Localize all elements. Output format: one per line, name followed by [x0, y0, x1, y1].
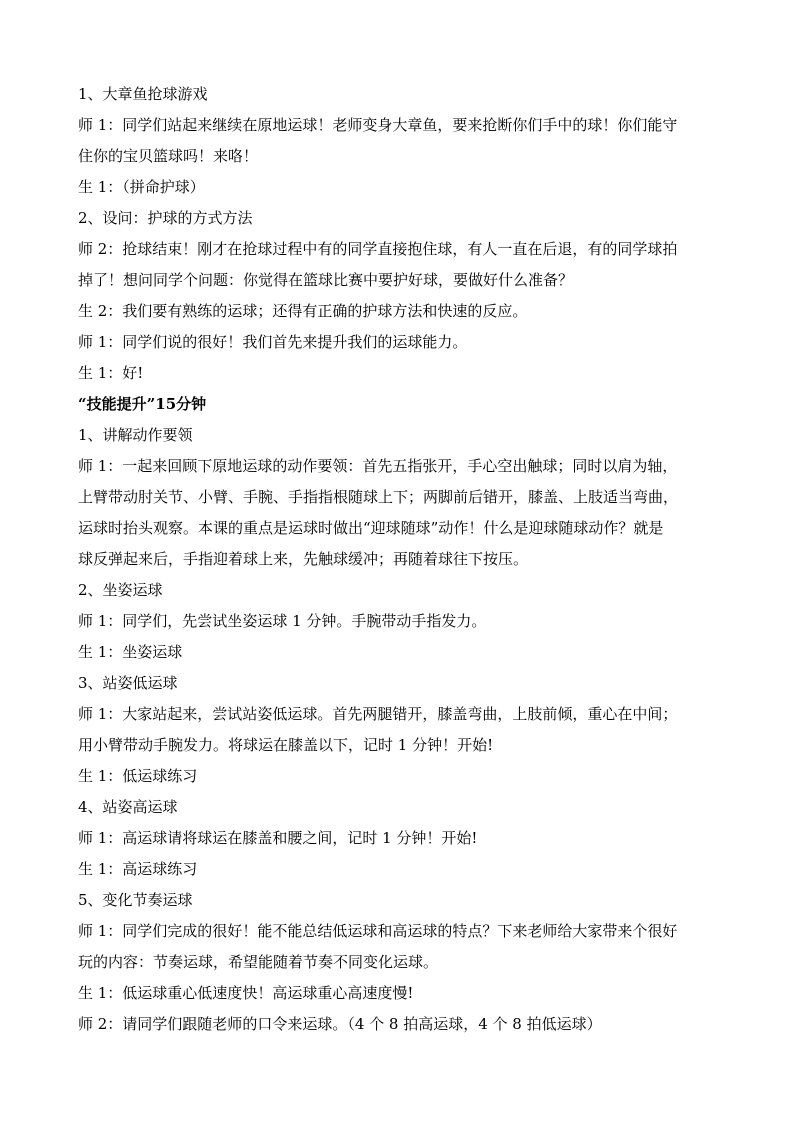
text-line: 师 1：同学们说的很好！我们首先来提升我们的运球能力。	[78, 333, 468, 351]
text-line: 生 1：低运球重心低速度快！高运球重心高速度慢!	[78, 984, 414, 1002]
text-line: 生 1：坐姿运球	[78, 643, 183, 661]
text-line: 生 1：低运球练习	[78, 767, 198, 785]
text-line: 球反弹起来后，手指迎着球上来，先触球缓冲；再随着球往下按压。	[78, 550, 529, 568]
text-line: 上臂带动肘关节、小臂、手腕、手指指根随球上下；两脚前后错开，膝盖、上肢适当弯曲，	[78, 488, 679, 506]
paragraph	[78, 110, 718, 172]
text-line: 师 1：一起来回顾下原地运球的动作要领：首先五指张开，手心空出触球；同时以肩为轴，	[78, 457, 678, 475]
text-line: 住你的宝贝篮球吗！来咯！	[78, 147, 259, 165]
text-line: 用小臂带动手腕发力。将球运在膝盖以下，记时 1 分钟！开始!	[78, 736, 494, 754]
text-line: 生 2：我们要有熟练的运球；还得有正确的护球方法和快速的反应。	[78, 302, 528, 320]
paragraph	[78, 420, 718, 451]
text-line: 2、设问：护球的方式方法	[78, 209, 253, 227]
paragraph	[78, 234, 718, 296]
text-line: 师 1：同学们，先尝试坐姿运球 1 分钟。手腕带动手指发力。	[78, 612, 487, 630]
paragraph	[78, 606, 718, 637]
paragraph	[78, 451, 718, 575]
paragraph	[78, 699, 718, 761]
text-line: 生 1：好!	[78, 364, 144, 382]
text-line: 师 1：同学们站起来继续在原地运球！老师变身大章鱼，要来抢断你们手中的球！你们能守	[78, 116, 678, 134]
text-line: 掉了！想问同学个问题：你觉得在篮球比赛中要护好球，要做好什么准备？	[78, 271, 574, 289]
paragraph	[78, 79, 718, 110]
paragraph	[78, 172, 718, 203]
text-line: 生 1：（拼命护球）	[78, 178, 205, 196]
paragraph	[78, 575, 718, 606]
paragraph	[78, 978, 718, 1009]
text-line: 1、大章鱼抢球游戏	[78, 85, 208, 103]
paragraph	[78, 637, 718, 668]
text-line: 3、站姿低运球	[78, 674, 178, 692]
text-line: 2、坐姿运球	[78, 581, 163, 599]
text-line: 师 1：大家站起来，尝试站姿低运球。首先两腿错开，膝盖弯曲，上肢前倾，重心在中间；	[78, 705, 678, 723]
paragraph	[78, 1009, 718, 1040]
paragraph	[78, 296, 718, 327]
text-line: 5、变化节奏运球	[78, 891, 193, 909]
paragraph	[78, 668, 718, 699]
text-line: 师 2：请同学们跟随老师的口令来运球。（4 个 8 拍高运球，4 个 8 拍低运球）	[78, 1015, 602, 1033]
paragraph	[78, 327, 718, 358]
paragraph	[78, 761, 718, 792]
text-line: 1、讲解动作要领	[78, 426, 193, 444]
paragraph	[78, 885, 718, 916]
text-line: 师 2：抢球结束！刚才在抢球过程中有的同学直接抱住球，有人一直在后退，有的同学球拍	[78, 240, 678, 258]
paragraph	[78, 792, 718, 823]
paragraph	[78, 358, 718, 389]
paragraph	[78, 916, 718, 978]
text-line: 生 1：高运球练习	[78, 860, 198, 878]
paragraph	[78, 823, 718, 854]
section-heading	[78, 389, 718, 420]
text-line: 师 1：同学们完成的很好！能不能总结低运球和高运球的特点？下来老师给大家带来个很好	[78, 922, 678, 940]
document-page	[78, 79, 718, 1040]
text-line: 4、站姿高运球	[78, 798, 178, 816]
paragraph	[78, 854, 718, 885]
text-line: “技能提升”15分钟	[78, 395, 207, 413]
text-line: 运球时抬头观察。本课的重点是运球时做出“迎球随球”动作！什么是迎球随球动作？就是	[78, 519, 664, 537]
text-line: 玩的内容：节奏运球，希望能随着节奏不同变化运球。	[78, 953, 439, 971]
paragraph	[78, 203, 718, 234]
text-line: 师 1：高运球请将球运在膝盖和腰之间，记时 1 分钟！开始!	[78, 829, 478, 847]
